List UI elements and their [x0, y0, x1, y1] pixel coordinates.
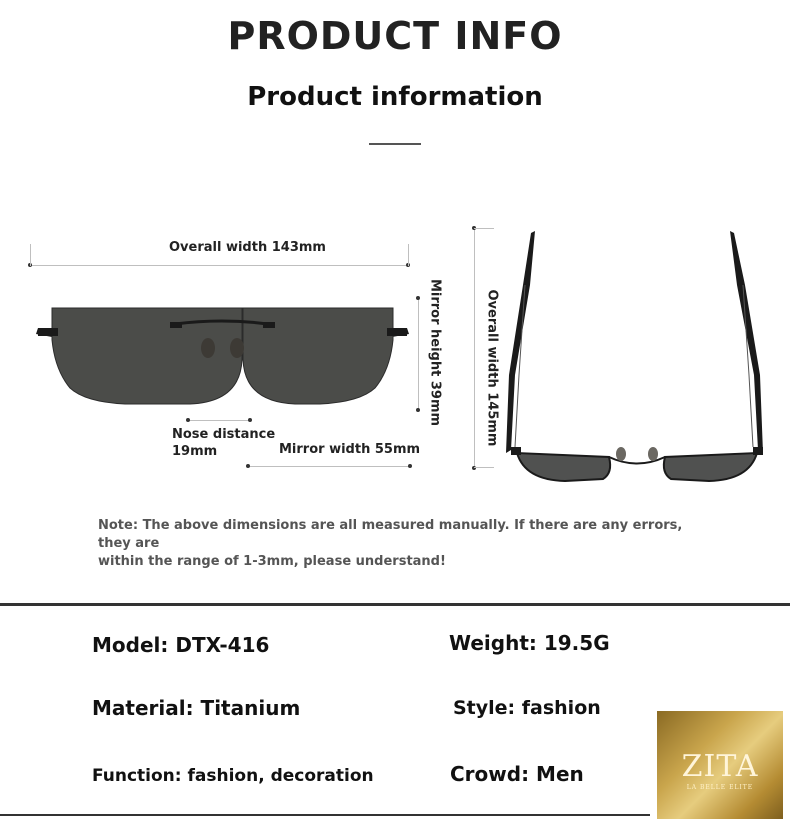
glasses-front-view — [30, 290, 415, 415]
glasses-top-view — [505, 225, 775, 487]
left-nose-pad — [201, 338, 215, 358]
measurement-note — [98, 517, 718, 571]
overall-width-side-line — [474, 228, 475, 468]
nose-distance-value: 19mm — [172, 444, 218, 459]
section-divider-top — [0, 603, 790, 606]
dimension-tick — [30, 244, 31, 266]
dimension-endpoint — [416, 296, 420, 300]
nose-distance-label: Nose distance — [172, 427, 276, 442]
page-title: PRODUCT INFO — [227, 14, 563, 58]
dimension-endpoint — [416, 408, 420, 412]
section-divider-bottom — [0, 814, 650, 816]
overall-width-front-label: Overall width 143mm — [169, 240, 326, 255]
spec-model: Model: DTX-416 — [92, 633, 270, 657]
dimension-endpoint — [248, 418, 252, 422]
dimension-endpoint — [408, 464, 412, 468]
note-line-1: Note: The above dimensions are all measured manually. If there are any errors, they are — [98, 518, 683, 551]
overall-width-side-label: Overall width 145mm — [484, 289, 500, 447]
spec-weight: Weight: 19.5G — [449, 631, 610, 655]
title-underline — [369, 143, 421, 145]
left-lens-top — [517, 453, 610, 481]
dimension-endpoint — [246, 464, 250, 468]
mirror-width-label: Mirror width 55mm — [279, 442, 421, 457]
note-line-2: within the range of 1-3mm, please understand! — [98, 554, 446, 569]
dimension-endpoint — [186, 418, 190, 422]
right-lens-top — [664, 453, 757, 481]
spec-material: Material: Titanium — [92, 696, 301, 720]
right-nose-pad — [230, 338, 244, 358]
dimension-tick — [474, 467, 494, 468]
dimension-tick — [408, 244, 409, 266]
overall-width-front-line — [30, 265, 408, 266]
mirror-height-line — [418, 298, 419, 410]
spec-crowd: Crowd: Men — [450, 762, 584, 786]
zita-logo — [657, 711, 783, 819]
page-subtitle: Product information — [247, 82, 543, 112]
nose-distance-line — [188, 420, 250, 421]
mirror-width-line — [248, 466, 410, 467]
spec-function: Function: fashion, decoration — [92, 766, 374, 786]
logo-tagline: LA BELLE ELITE — [686, 784, 754, 791]
logo-name: ZITA — [681, 749, 759, 784]
spec-style: Style: fashion — [453, 697, 601, 719]
mirror-height-label: Mirror height 39mm — [427, 278, 443, 427]
left-temple — [506, 231, 535, 453]
dimension-tick — [474, 228, 494, 229]
